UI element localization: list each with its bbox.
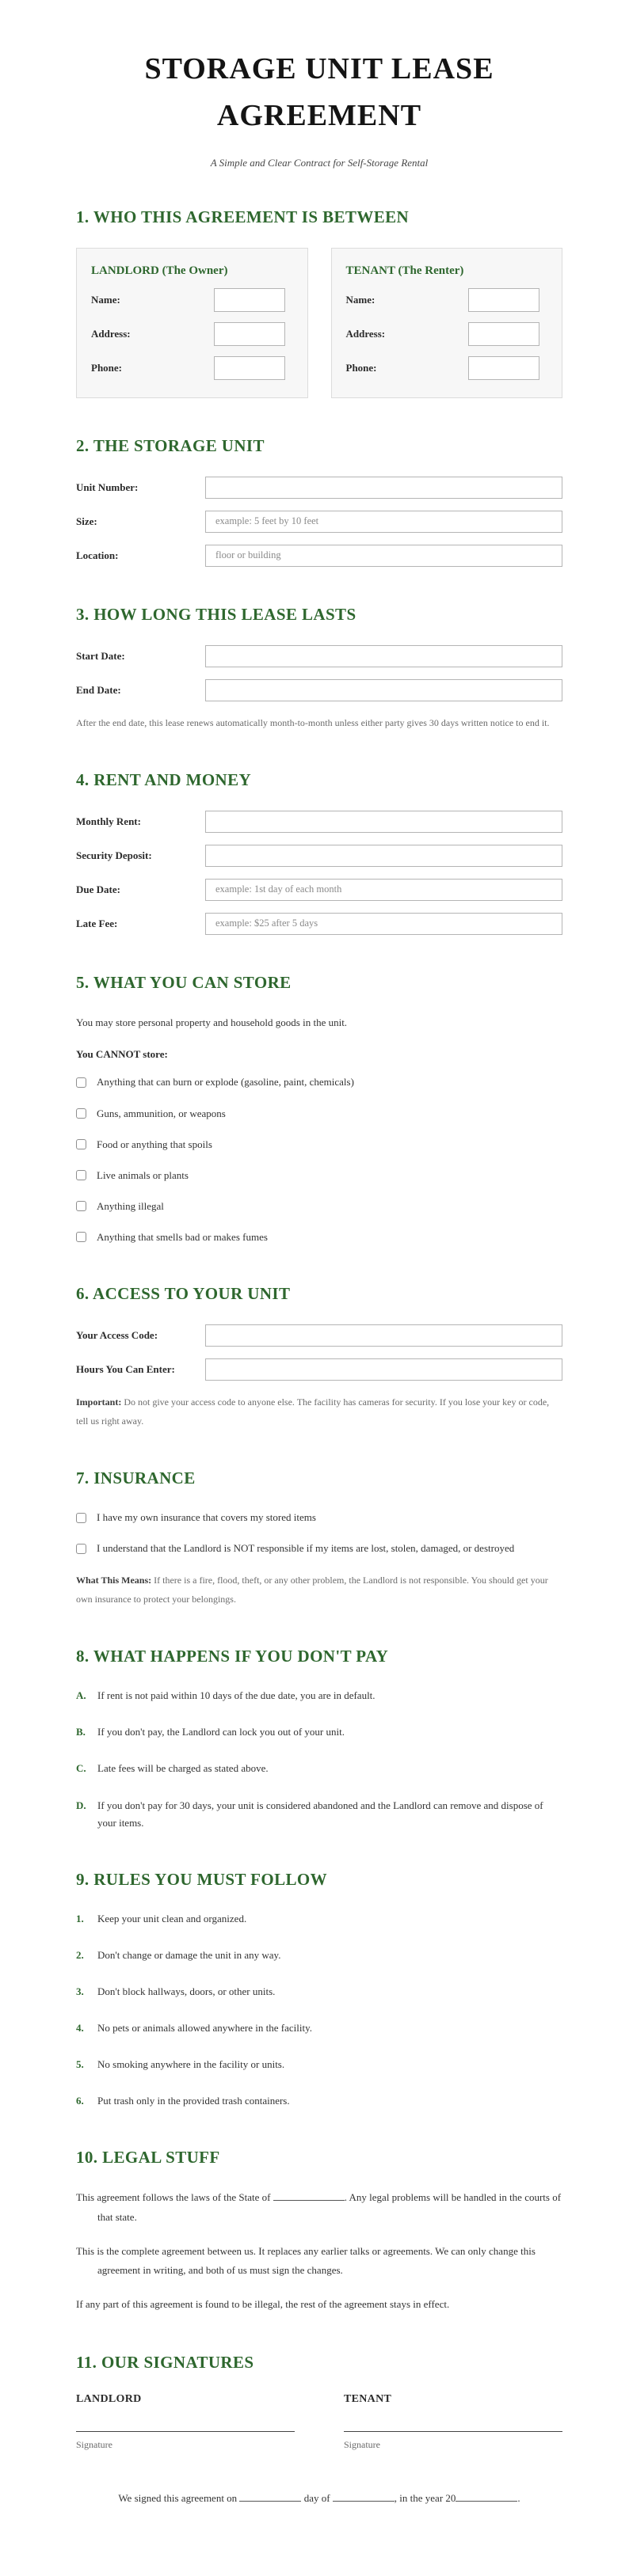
- rule-item-2: [76, 1947, 562, 1964]
- insurance-row-1: [76, 1509, 562, 1526]
- cannot-store-label: You CANNOT store:: [76, 1048, 168, 1061]
- list-text-d: If you don't pay for 30 days, your unit is considered abandoned and the Landlord can remove and dispose of your items.: [97, 1799, 543, 1829]
- late-fee-input[interactable]: [205, 913, 562, 935]
- access-note-bold: Important:: [76, 1396, 122, 1408]
- signature-grid: [76, 2393, 562, 2451]
- list-marker-c: C.: [76, 1762, 86, 1775]
- nonpayment-item-a: [76, 1687, 562, 1704]
- tenant-address-row: [346, 322, 550, 346]
- list-text-b: If you don't pay, the Landlord can lock you out of your unit.: [97, 1726, 345, 1738]
- tenant-phone-label: Phone:: [345, 361, 377, 374]
- date-seg-4: .: [517, 2491, 520, 2504]
- location-label: Location:: [76, 549, 119, 561]
- day-blank: [239, 2501, 301, 2502]
- rule-item-5: [76, 2056, 562, 2073]
- cannot-store-row-4: [76, 1167, 562, 1184]
- end-date-row: [76, 679, 562, 701]
- section-storage-unit: [76, 436, 562, 567]
- security-deposit-label: Security Deposit:: [76, 849, 152, 861]
- rule-text-6: Put trash only in the provided trash containers.: [97, 2095, 290, 2107]
- tenant-signature-block: [344, 2393, 562, 2451]
- start-date-label: Start Date:: [76, 649, 125, 662]
- rule-text-2: Don't change or damage the unit in any way.: [97, 1948, 281, 1961]
- store-intro: You may store personal property and household goods in the unit.: [76, 1016, 348, 1028]
- monthly-rent-label: Monthly Rent:: [76, 815, 141, 827]
- list-marker-b: B.: [76, 1726, 86, 1738]
- date-seg-3: , in the year 20: [394, 2491, 456, 2504]
- late-fee-label: Late Fee:: [76, 917, 118, 929]
- section-nonpayment: [76, 1647, 562, 1831]
- landlord-name-row: [91, 288, 295, 312]
- tenant-name-input[interactable]: [468, 288, 539, 312]
- tenant-panel: [331, 248, 563, 398]
- date-signed-line: [76, 2492, 562, 2505]
- rule-marker-3: 3.: [76, 1985, 84, 1997]
- tenant-signature-caption: Signature: [344, 2438, 380, 2450]
- insurance-note-text: If there is a fire, flood, theft, or any other problem, the Landlord is not responsible. You should get your own insurance to protect your belongings.: [76, 1575, 548, 1605]
- end-date-input[interactable]: [205, 679, 562, 701]
- cannot-store-row-3: [76, 1136, 562, 1153]
- section-7-heading: 7. INSURANCE: [76, 1468, 196, 1488]
- section-parties: [76, 207, 562, 398]
- tenant-address-label: Address:: [345, 327, 386, 340]
- tenant-address-input[interactable]: [468, 322, 539, 346]
- location-input[interactable]: [205, 545, 562, 567]
- list-text-a: If rent is not paid within 10 days of the due date, you are in default.: [97, 1689, 375, 1702]
- rule-item-1: [76, 1910, 562, 1928]
- cannot-store-row-2: [76, 1105, 562, 1123]
- rule-text-4: No pets or animals allowed anywhere in the facility.: [97, 2021, 312, 2034]
- tenant-name-row: [346, 288, 550, 312]
- landlord-signature-title: LANDLORD: [76, 2392, 142, 2405]
- legal-p1-after: . Any legal problems will be handled in the courts of that state.: [97, 2191, 562, 2223]
- cannot-store-text-1: Anything that can burn or explode (gasoline, paint, chemicals): [97, 1076, 354, 1089]
- landlord-name-input[interactable]: [214, 288, 285, 312]
- cannot-store-checkbox-3[interactable]: [76, 1139, 86, 1149]
- cannot-store-text-4: Live animals or plants: [97, 1168, 189, 1181]
- access-hours-input[interactable]: [205, 1358, 562, 1381]
- monthly-rent-row: [76, 811, 562, 833]
- tenant-panel-title: TENANT (The Renter): [345, 264, 464, 277]
- rule-marker-4: 4.: [76, 2021, 84, 2034]
- late-fee-row: [76, 913, 562, 935]
- rule-marker-6: 6.: [76, 2095, 84, 2107]
- date-seg-1: We signed this agreement on: [118, 2491, 240, 2504]
- landlord-address-label: Address:: [91, 327, 131, 340]
- rule-item-4: [76, 2019, 562, 2037]
- list-text-c: Late fees will be charged as stated above.: [97, 1762, 269, 1775]
- legal-paragraph-2: This is the complete agreement between us. It replaces any earlier talks or agreements. We can only change this agreement in writing, and both of us must sign the changes.: [76, 2244, 536, 2277]
- size-input[interactable]: [205, 511, 562, 533]
- size-row: [76, 511, 562, 533]
- legal-p1-before: This agreement follows the laws of the State of: [76, 2191, 273, 2204]
- landlord-signature-line: [76, 2406, 295, 2432]
- landlord-name-label: Name:: [91, 293, 120, 306]
- landlord-address-input[interactable]: [214, 322, 285, 346]
- not-responsible-text: I understand that the Landlord is NOT responsible if my items are lost, stolen, damaged, or destroyed: [97, 1542, 515, 1555]
- due-date-label: Due Date:: [76, 883, 120, 895]
- due-date-input[interactable]: [205, 879, 562, 901]
- tenant-signature-title: TENANT: [344, 2392, 392, 2405]
- renewal-note: After the end date, this lease renews automatically month-to-month unless either party gives 30 days written notice to end it.: [76, 716, 550, 728]
- tenant-phone-input[interactable]: [468, 356, 539, 380]
- date-seg-2: day of: [301, 2491, 333, 2504]
- section-2-heading: 2. THE STORAGE UNIT: [76, 435, 265, 455]
- monthly-rent-input[interactable]: [205, 811, 562, 833]
- location-row: [76, 545, 562, 567]
- landlord-panel-title: LANDLORD (The Owner): [91, 264, 228, 277]
- section-4-heading: 4. RENT AND MONEY: [76, 769, 252, 789]
- start-date-input[interactable]: [205, 645, 562, 667]
- unit-number-label: Unit Number:: [76, 481, 139, 493]
- landlord-phone-input[interactable]: [214, 356, 285, 380]
- rule-marker-5: 5.: [76, 2058, 84, 2071]
- security-deposit-row: [76, 845, 562, 867]
- section-3-heading: 3. HOW LONG THIS LEASE LASTS: [76, 604, 356, 624]
- unit-number-row: [76, 477, 562, 499]
- tenant-phone-row: [346, 356, 550, 380]
- nonpayment-item-d: [76, 1797, 562, 1832]
- cannot-store-checkbox-4[interactable]: [76, 1170, 86, 1180]
- cannot-store-checkbox-5[interactable]: [76, 1201, 86, 1211]
- cannot-store-checkbox-2[interactable]: [76, 1108, 86, 1119]
- list-marker-d: D.: [76, 1799, 86, 1811]
- section-access: [76, 1284, 562, 1430]
- landlord-address-row: [91, 322, 295, 346]
- cannot-store-row-1: [76, 1073, 562, 1091]
- state-blank: [273, 2200, 345, 2201]
- month-blank: [333, 2501, 395, 2502]
- rule-item-6: [76, 2092, 562, 2110]
- section-9-heading: 9. RULES YOU MUST FOLLOW: [76, 1869, 328, 1889]
- rule-item-3: [76, 1983, 562, 2000]
- section-1-heading: 1. WHO THIS AGREEMENT IS BETWEEN: [76, 207, 410, 226]
- rule-marker-1: 1.: [76, 1912, 84, 1924]
- section-rules: [76, 1870, 562, 2111]
- section-insurance: [76, 1468, 562, 1609]
- landlord-phone-label: Phone:: [91, 361, 122, 374]
- landlord-signature-caption: Signature: [76, 2438, 112, 2450]
- insurance-note-bold: What This Means:: [76, 1575, 152, 1586]
- access-hours-row: [76, 1358, 562, 1381]
- party-grid: [76, 248, 562, 398]
- nonpayment-item-c: [76, 1760, 562, 1777]
- nonpayment-item-b: [76, 1723, 562, 1741]
- security-deposit-input[interactable]: [205, 845, 562, 867]
- section-signatures: [76, 2353, 562, 2505]
- section-what-you-can-store: [76, 973, 562, 1246]
- section-rent-money: [76, 770, 562, 935]
- section-legal: [76, 2148, 562, 2314]
- list-marker-a: A.: [76, 1689, 86, 1702]
- access-note-text: Do not give your access code to anyone else. The facility has cameras for security. If you lose your key or code, tell us right away.: [76, 1396, 550, 1427]
- cannot-store-row-6: [76, 1229, 562, 1246]
- insurance-row-2: [76, 1540, 562, 1557]
- cannot-store-checkbox-6[interactable]: [76, 1232, 86, 1242]
- access-code-row: [76, 1324, 562, 1347]
- section-6-heading: 6. ACCESS TO YOUR UNIT: [76, 1284, 291, 1304]
- cannot-store-text-3: Food or anything that spoils: [97, 1138, 212, 1150]
- section-10-heading: 10. LEGAL STUFF: [76, 2148, 220, 2168]
- size-label: Size:: [76, 515, 97, 527]
- cannot-store-text-2: Guns, ammunition, or weapons: [97, 1107, 226, 1119]
- section-lease-term: [76, 605, 562, 732]
- rule-marker-2: 2.: [76, 1948, 84, 1961]
- own-insurance-text: I have my own insurance that covers my stored items: [97, 1511, 316, 1524]
- tenant-signature-line: [344, 2406, 562, 2432]
- insurance-note: [76, 1571, 562, 1609]
- rule-text-5: No smoking anywhere in the facility or units.: [97, 2058, 285, 2071]
- legal-paragraph-3: If any part of this agreement is found to be illegal, the rest of the agreement stays in effect.: [76, 2298, 450, 2310]
- access-code-input[interactable]: [205, 1324, 562, 1347]
- access-note: [76, 1392, 562, 1430]
- cannot-store-text-5: Anything illegal: [97, 1199, 164, 1212]
- section-8-heading: 8. WHAT HAPPENS IF YOU DON'T PAY: [76, 1647, 389, 1666]
- document-subtitle: A Simple and Clear Contract for Self-Storage Rental: [210, 156, 429, 169]
- cannot-store-checkbox-1[interactable]: [76, 1077, 86, 1088]
- rule-text-1: Keep your unit clean and organized.: [97, 1912, 247, 1924]
- cannot-store-text-6: Anything that smells bad or makes fumes: [97, 1230, 268, 1243]
- section-11-heading: 11. OUR SIGNATURES: [76, 2352, 254, 2372]
- not-responsible-checkbox[interactable]: [76, 1544, 86, 1554]
- landlord-signature-block: [76, 2393, 295, 2451]
- document-title: STORAGE UNIT LEASE AGREEMENT: [144, 52, 494, 132]
- rule-text-3: Don't block hallways, doors, or other units.: [97, 1985, 276, 1997]
- landlord-panel: [76, 248, 308, 398]
- unit-number-input[interactable]: [205, 477, 562, 499]
- start-date-row: [76, 645, 562, 667]
- year-blank: [456, 2501, 517, 2502]
- due-date-row: [76, 879, 562, 901]
- end-date-label: End Date:: [76, 683, 121, 696]
- own-insurance-checkbox[interactable]: [76, 1513, 86, 1523]
- legal-paragraph-1: [76, 2188, 562, 2227]
- section-5-heading: 5. WHAT YOU CAN STORE: [76, 972, 292, 992]
- access-code-label: Your Access Code:: [76, 1329, 158, 1342]
- tenant-name-label: Name:: [345, 293, 375, 306]
- landlord-phone-row: [91, 356, 295, 380]
- access-hours-label: Hours You Can Enter:: [76, 1363, 175, 1376]
- cannot-store-row-5: [76, 1198, 562, 1215]
